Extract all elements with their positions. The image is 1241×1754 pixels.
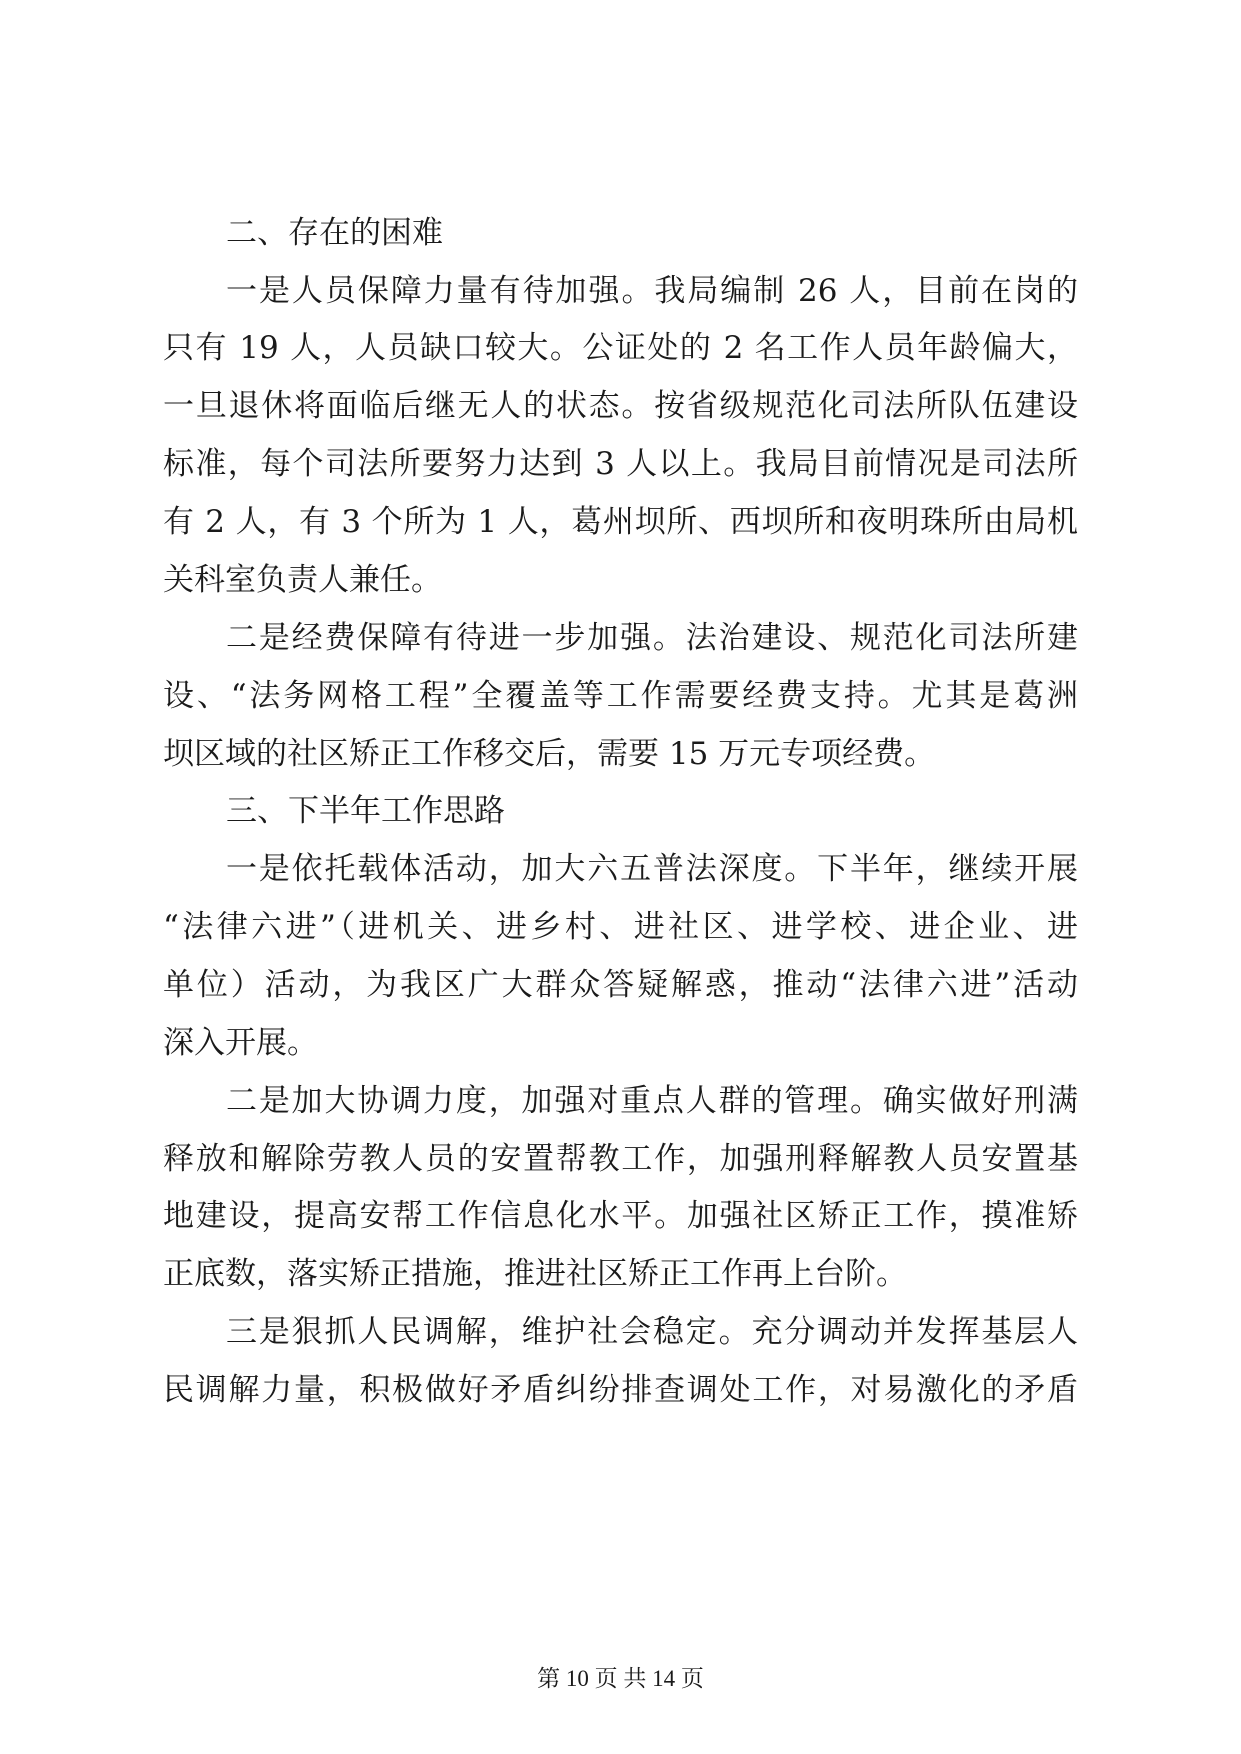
paragraph-line: 一是人员保障力量有待加强。我局编制 26 人，目前在岗的 (226, 273, 1078, 309)
paragraph-line: 民调解力量，积极做好矛盾纠纷排查调处工作，对易激化的矛盾 (163, 1372, 1078, 1408)
section-heading-difficulties: 二、存在的困难 (226, 215, 443, 251)
paragraph-line: 坝区域的社区矫正工作移交后，需要 15 万元专项经费。 (163, 736, 936, 772)
section-heading-plan: 三、下半年工作思路 (226, 793, 505, 829)
paragraph-line: 单位）活动，为我区广大群众答疑解惑，推动“法律六进”活动 (163, 967, 1078, 1003)
page-footer: 第 10 页 共 14 页 (537, 1666, 704, 1691)
paragraph-line: 二是经费保障有待进一步加强。法治建设、规范化司法所建 (226, 620, 1078, 656)
paragraph-line: 二是加大协调力度，加强对重点人群的管理。确实做好刑满 (226, 1083, 1078, 1119)
paragraph-line: 深入开展。 (163, 1025, 318, 1061)
paragraph-line: 只有 19 人，人员缺口较大。公证处的 2 名工作人员年龄偏大， (163, 330, 1078, 366)
paragraph-line: 标准，每个司法所要努力达到 3 人以上。我局目前情况是司法所 (163, 446, 1078, 482)
paragraph-line: 正底数，落实矫正措施，推进社区矫正工作再上台阶。 (163, 1256, 907, 1292)
paragraph-line: 一是依托载体活动，加大六五普法深度。下半年，继续开展 (226, 851, 1078, 887)
paragraph-line: 设、“法务网格工程”全覆盖等工作需要经费支持。尤其是葛洲 (163, 678, 1078, 714)
paragraph-line: 一旦退休将面临后继无人的状态。按省级规范化司法所队伍建设 (163, 388, 1078, 424)
paragraph-line: 释放和解除劳教人员的安置帮教工作，加强刑释解教人员安置基 (163, 1141, 1078, 1177)
paragraph-line: “法律六进”（进机关、进乡村、进社区、进学校、进企业、进 (163, 909, 1078, 945)
paragraph-line: 有 2 人，有 3 个所为 1 人，葛州坝所、西坝所和夜明珠所由局机 (163, 504, 1078, 540)
paragraph-line: 地建设，提高安帮工作信息化水平。加强社区矫正工作，摸准矫 (163, 1198, 1078, 1234)
paragraph-line: 关科室负责人兼任。 (163, 562, 442, 598)
paragraph-line: 三是狠抓人民调解，维护社会稳定。充分调动并发挥基层人 (226, 1314, 1078, 1350)
